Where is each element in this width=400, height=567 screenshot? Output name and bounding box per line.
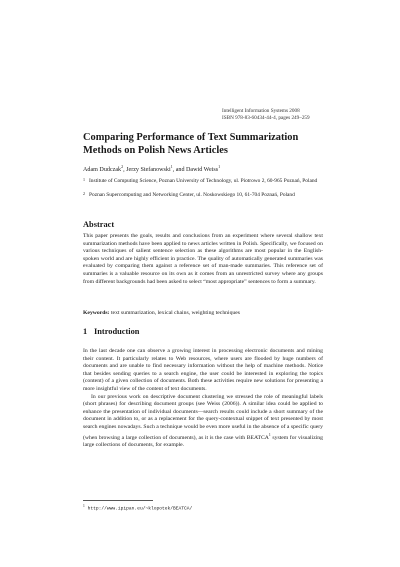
- keywords-label: Keywords:: [83, 310, 110, 316]
- affiliation-text: Poznan Supercomputing and Networking Center, ul. Noskowskiego 10, 61-704 Poznań, Poland: [89, 192, 295, 198]
- paragraph-text: In our previous work on descriptive document clustering we stressed the role of meaningful labels (short phrases) for describing document groups (see Weiss (2006)). A similar idea could be applied to enhance the presentation of individual documents—search results could include a short summary of the document in addition to, or as a replacement for the query-contextual snippet of text presented by most search engines nowadays. Such a technique would be even more useful in the absence of a specific query (when browsing a large collection of documents), as it is the case with BEATCA: [83, 393, 323, 441]
- footnote: [83, 503, 323, 513]
- author-affil-mark: 1: [170, 164, 173, 169]
- author-affil-mark: 2: [121, 164, 124, 169]
- footnote-divider: [83, 500, 153, 501]
- author-separator: , and: [172, 167, 187, 174]
- abstract-heading: Abstract: [83, 220, 115, 229]
- paragraph: [83, 394, 323, 450]
- author-name: Adam Dudczak: [83, 167, 122, 174]
- author-name: Dawid Weiss: [186, 167, 219, 174]
- section-title: Introduction: [94, 327, 140, 336]
- footnote-mark: 1: [268, 432, 271, 437]
- journal-header: [222, 108, 382, 121]
- author-separator: ,: [123, 167, 127, 174]
- keywords: [83, 310, 323, 318]
- affiliation-text: Institute of Computing Science, Poznan University of Technology, ul. Piotrowo 2, 60-965 Poznań, Poland: [89, 178, 318, 184]
- author-list: [83, 163, 343, 174]
- section-heading: [83, 327, 283, 336]
- abstract-text: This paper presents the goals, results and conclusions from an experiment where several shallow text summarization methods have been applied to news articles written in Polish. Specifically, we focused on various techniques of salient sentence selection as these algorithms are most popular in the English-spoken world and are highly efficient in practice. The quality of automatically generated summaries was evaluated by comparing them against a reference set of man-made summaries. This reference set of summaries is a valuable resource on its own as it comes from an unrestricted survey where any groups from different backgrounds had been asked to select “most appropriate” sentences to form a summary.: [83, 233, 323, 285]
- paper-title: Comparing Performance of Text Summarization Methods on Polish News Articles: [83, 132, 299, 156]
- section-number: 1: [83, 327, 88, 336]
- affiliation-number: 2: [83, 191, 85, 196]
- paragraph: In the last decade one can observe a growing interest in processing electronic documents and mining their content. It particularly relates to Web resources, where users are flooded by huge numbers of documents and are unable to find necessary information without the help of machine methods. Notice that besides sending queries to a search engine, the user could be interested in exploring the topics (content) of a given collection of documents. Both these activities require new solutions for presenting a more insightful view of the content of text documents.: [83, 348, 323, 392]
- isbn-pages: ISBN 978-83-60434-44-4, pages 249–259: [222, 114, 310, 121]
- author-affil-mark: 1: [218, 164, 221, 169]
- affiliation-number: 1: [83, 177, 85, 182]
- keywords-text: text summarization, lexical chains, weighting techniques: [109, 310, 241, 316]
- footnote-url: http://www.ipipan.eu/~klopotek/BEATCA/: [87, 506, 193, 512]
- footnote-number: 1: [83, 504, 85, 508]
- author-name: Jerzy Stefanowski: [126, 167, 171, 174]
- paragraph-text: system for visualizing large collections of documents, for example.: [83, 434, 323, 449]
- introduction-body: [83, 348, 323, 450]
- journal-name: Intelligent Information Systems 2008: [222, 108, 300, 114]
